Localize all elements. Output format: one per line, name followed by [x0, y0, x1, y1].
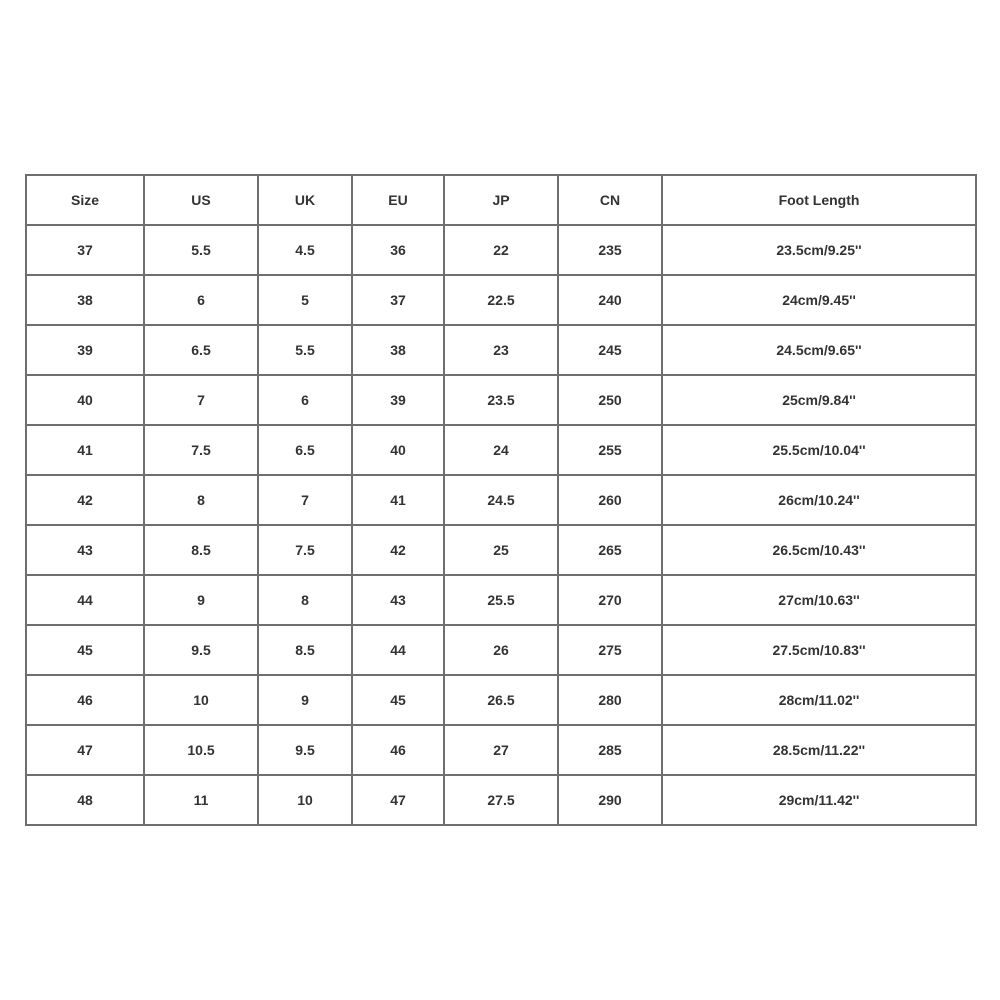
- cell-jp: 23.5: [444, 375, 558, 425]
- table-row: [26, 525, 976, 575]
- cell-cn: 260: [558, 475, 662, 525]
- table-row: [26, 425, 976, 475]
- cell-size: 39: [26, 325, 144, 375]
- cell-eu: 42: [352, 525, 444, 575]
- column-header-cn: CN: [558, 175, 662, 225]
- table-row: [26, 625, 976, 675]
- column-header-jp: JP: [444, 175, 558, 225]
- table-row: [26, 775, 976, 825]
- table-row: [26, 225, 976, 275]
- cell-jp: 27: [444, 725, 558, 775]
- table-row: [26, 675, 976, 725]
- cell-cn: 290: [558, 775, 662, 825]
- cell-size: 38: [26, 275, 144, 325]
- cell-jp: 23: [444, 325, 558, 375]
- cell-size: 43: [26, 525, 144, 575]
- cell-eu: 38: [352, 325, 444, 375]
- cell-cn: 240: [558, 275, 662, 325]
- table-row: [26, 275, 976, 325]
- table-row: [26, 325, 976, 375]
- cell-foot-length: 23.5cm/9.25'': [662, 225, 976, 275]
- cell-eu: 46: [352, 725, 444, 775]
- cell-us: 9.5: [144, 625, 258, 675]
- cell-size: 37: [26, 225, 144, 275]
- cell-foot-length: 26cm/10.24'': [662, 475, 976, 525]
- cell-jp: 22: [444, 225, 558, 275]
- cell-foot-length: 28cm/11.02'': [662, 675, 976, 725]
- cell-foot-length: 24.5cm/9.65'': [662, 325, 976, 375]
- cell-size: 44: [26, 575, 144, 625]
- cell-size: 45: [26, 625, 144, 675]
- column-header-eu: EU: [352, 175, 444, 225]
- table-row: [26, 475, 976, 525]
- cell-uk: 9: [258, 675, 352, 725]
- cell-cn: 275: [558, 625, 662, 675]
- table-header: [26, 175, 976, 225]
- cell-us: 8.5: [144, 525, 258, 575]
- cell-cn: 245: [558, 325, 662, 375]
- column-header-uk: UK: [258, 175, 352, 225]
- cell-uk: 7: [258, 475, 352, 525]
- cell-size: 47: [26, 725, 144, 775]
- cell-eu: 43: [352, 575, 444, 625]
- column-header-us: US: [144, 175, 258, 225]
- cell-uk: 10: [258, 775, 352, 825]
- cell-size: 41: [26, 425, 144, 475]
- cell-eu: 37: [352, 275, 444, 325]
- cell-us: 6.5: [144, 325, 258, 375]
- cell-us: 11: [144, 775, 258, 825]
- cell-jp: 24: [444, 425, 558, 475]
- cell-us: 9: [144, 575, 258, 625]
- column-header-foot-length: Foot Length: [662, 175, 976, 225]
- cell-us: 10: [144, 675, 258, 725]
- cell-us: 10.5: [144, 725, 258, 775]
- cell-size: 40: [26, 375, 144, 425]
- cell-uk: 8.5: [258, 625, 352, 675]
- cell-eu: 47: [352, 775, 444, 825]
- cell-eu: 45: [352, 675, 444, 725]
- cell-uk: 9.5: [258, 725, 352, 775]
- cell-foot-length: 25.5cm/10.04'': [662, 425, 976, 475]
- cell-uk: 7.5: [258, 525, 352, 575]
- cell-cn: 280: [558, 675, 662, 725]
- cell-foot-length: 28.5cm/11.22'': [662, 725, 976, 775]
- cell-foot-length: 24cm/9.45'': [662, 275, 976, 325]
- column-header-size: Size: [26, 175, 144, 225]
- cell-us: 6: [144, 275, 258, 325]
- cell-jp: 25: [444, 525, 558, 575]
- cell-size: 42: [26, 475, 144, 525]
- cell-uk: 5: [258, 275, 352, 325]
- cell-jp: 27.5: [444, 775, 558, 825]
- cell-cn: 285: [558, 725, 662, 775]
- cell-eu: 44: [352, 625, 444, 675]
- cell-us: 8: [144, 475, 258, 525]
- cell-eu: 41: [352, 475, 444, 525]
- table-row: [26, 375, 976, 425]
- header-row: [26, 175, 976, 225]
- cell-jp: 25.5: [444, 575, 558, 625]
- cell-uk: 6.5: [258, 425, 352, 475]
- cell-foot-length: 29cm/11.42'': [662, 775, 976, 825]
- cell-eu: 39: [352, 375, 444, 425]
- cell-cn: 270: [558, 575, 662, 625]
- cell-cn: 265: [558, 525, 662, 575]
- cell-foot-length: 26.5cm/10.43'': [662, 525, 976, 575]
- cell-uk: 6: [258, 375, 352, 425]
- cell-jp: 24.5: [444, 475, 558, 525]
- cell-us: 5.5: [144, 225, 258, 275]
- size-chart-table: [25, 174, 977, 826]
- table-row: [26, 725, 976, 775]
- cell-us: 7: [144, 375, 258, 425]
- cell-uk: 8: [258, 575, 352, 625]
- cell-cn: 255: [558, 425, 662, 475]
- cell-foot-length: 27cm/10.63'': [662, 575, 976, 625]
- table-row: [26, 575, 976, 625]
- cell-size: 46: [26, 675, 144, 725]
- cell-uk: 4.5: [258, 225, 352, 275]
- cell-jp: 22.5: [444, 275, 558, 325]
- cell-foot-length: 27.5cm/10.83'': [662, 625, 976, 675]
- cell-us: 7.5: [144, 425, 258, 475]
- cell-cn: 250: [558, 375, 662, 425]
- cell-size: 48: [26, 775, 144, 825]
- cell-eu: 36: [352, 225, 444, 275]
- cell-foot-length: 25cm/9.84'': [662, 375, 976, 425]
- cell-eu: 40: [352, 425, 444, 475]
- cell-uk: 5.5: [258, 325, 352, 375]
- cell-jp: 26: [444, 625, 558, 675]
- table-body: [26, 225, 976, 825]
- cell-jp: 26.5: [444, 675, 558, 725]
- cell-cn: 235: [558, 225, 662, 275]
